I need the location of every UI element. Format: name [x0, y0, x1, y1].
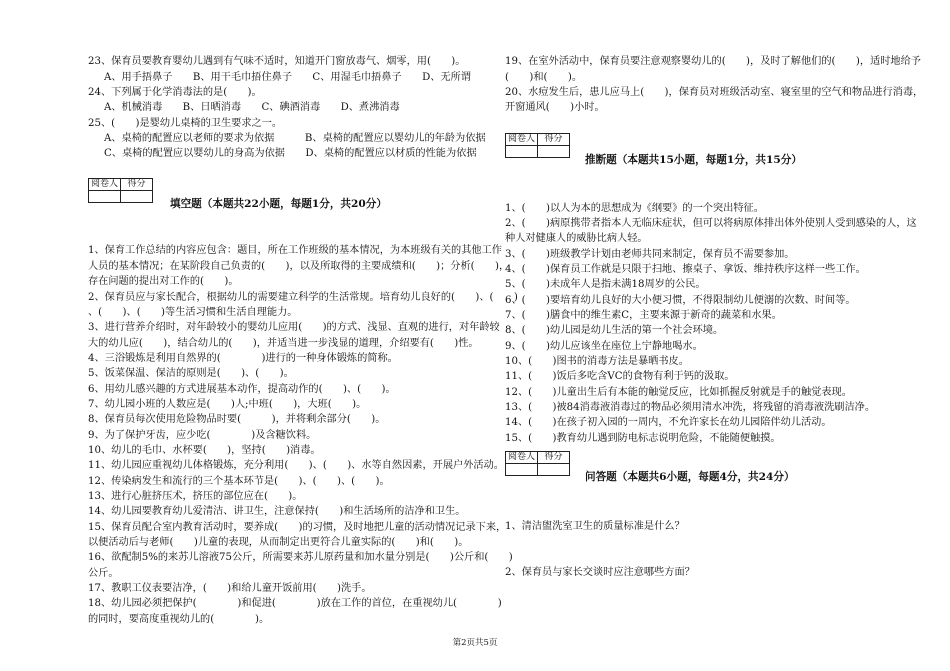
fill-line: 14、幼儿园要教育幼儿爱清洁、讲卫生，注意保持( )和生活场所的洁净和卫生。: [88, 506, 466, 517]
fill-line: 20、水痘发生后，患儿应马上( )，保育员对班级活动室、寝室里的空气和物品进行消毒，: [505, 87, 924, 98]
fill-line: 17、教职工仪表要洁净，( )和给儿童开饭前用( )洗手。: [88, 583, 372, 594]
score-label: 得分: [538, 452, 570, 464]
judge-line: 3、( )班级教学计划由老师共同来制定，保育员不需要参加。: [505, 249, 795, 260]
fill-line: 18、幼儿园必须把保护( )和促进( )放在工作的首位，在重视幼儿( ): [88, 598, 502, 609]
question-options: A、机械消毒 B、日晒消毒 C、碘酒消毒 D、煮沸消毒: [104, 102, 400, 113]
fill-line: 、( )、( )等生活习惯和生活自理能力。: [88, 307, 298, 318]
page-number: 第2页共5页: [452, 638, 498, 648]
question-options: C、桌椅的配置应以婴幼儿的身高为依据 D、桌椅的配置应以材质的性能为依据: [104, 148, 477, 159]
question-options: A、用手捂鼻子 B、用干毛巾捂住鼻子 C、用湿毛巾捂鼻子 D、无所谓: [104, 72, 471, 83]
reviewer-label: 阅卷人: [506, 452, 538, 464]
judge-line: 5、( )未成年人是指未满18周岁的公民。: [505, 279, 706, 290]
fill-line: 8、保育员每次使用危险物品时要( )，并将剩余部分( )。: [88, 414, 386, 425]
fill-line: 12、传染病发生和流行的三个基本环节是( )、( )、( )。: [88, 476, 390, 487]
score-cell: [538, 146, 570, 158]
fill-line: 以便活动后与老师( )儿童的表现，从而制定出更符合儿童实际的( )和( )。: [88, 537, 469, 548]
judge-line: 12、( )儿童出生后有本能的触觉反应，比如抓握反射就是手的触觉表现。: [505, 387, 852, 398]
fill-line: 3、进行营养介绍时，对年龄较小的婴幼儿应用( )的方式、浅显、直观的进行，对年龄较: [88, 322, 500, 333]
judge-line: 4、( )保育员工作就是只限于扫地、擦桌子、拿饭、维持秩序这样一些工作。: [505, 264, 866, 275]
fill-line: 7、幼儿园小班的人数应是( )人;中班( )，大班( )。: [88, 399, 367, 410]
judge-line: 13、( )被84消毒液消毒过的物品必须用清水冲洗，将残留的消毒液洗刷洁净。: [505, 402, 876, 413]
fill-line: 11、幼儿园应重视幼儿体格锻炼，充分利用( )、( )、水等自然因素，开展户外活动。: [88, 460, 504, 471]
reviewer-label: 阅卷人: [506, 134, 538, 146]
score-cell: [121, 191, 153, 203]
reviewer-cell: [506, 146, 538, 158]
fill-line: 16、欲配制5%的来苏儿溶液75公斤，所需要来苏儿原药量和加水量分别是( )公斤和( ): [88, 552, 513, 563]
fill-line: 大的幼儿应( )，结合幼儿的( )，并适当进一步浅显的道理，介绍要有( )性。: [88, 338, 479, 349]
fill-line: 4、三浴锻炼是利用自然界的( )进行的一种身体锻炼的简称。: [88, 353, 398, 364]
fill-line: 6、用幼儿感兴趣的方式进展基本动作，提高动作的( )、( )。: [88, 384, 396, 395]
judge-line: 种人对健康人的威胁比病人轻。: [505, 233, 648, 244]
fill-line: 15、保育员配合室内教育活动时，要养成( )的习惯，及时地把儿童的活动情况记录下来，: [88, 522, 507, 533]
judge-line: 1、( )以人为本的思想成为《纲要》的一个突出特征。: [505, 203, 764, 214]
fill-line: 公斤。: [88, 568, 119, 579]
reviewer-cell: [89, 191, 121, 203]
qa-line: 1、清洁盥洗室卫生的质量标准是什么？: [505, 521, 685, 532]
judge-line: 11、( )饭后多吃含VC的食物有利于钙的汲取。: [505, 371, 735, 382]
score-label: 得分: [538, 134, 570, 146]
fill-line: 的同时，要高度重视幼儿的( )。: [88, 614, 270, 625]
qa-line: 2、保育员与家长交谈时应注意哪些方面？: [505, 567, 695, 578]
section-title-judge: 推断题（本题共15小题，每题1分，共15分）: [585, 154, 802, 166]
score-label: 得分: [121, 179, 153, 191]
question-text: 24、下列属于化学消毒法的是( )。: [88, 87, 262, 98]
fill-line: 1、保育工作总结的内容应包含：题目，所在工作班级的基本情况，为本班级有关的其他工作: [88, 245, 502, 256]
fill-line: 10、幼儿的毛巾、水杯要( )，坚持( )消毒。: [88, 445, 321, 456]
fill-line: 13、进行心脏挤压术，挤压的部位应在( )。: [88, 491, 303, 502]
score-box: [88, 178, 153, 203]
section-title-fill: 填空题（本题共22小题，每题1分，共20分）: [170, 198, 387, 210]
judge-line: 6、( )要培育幼儿良好的大小便习惯，不得限制幼儿便溺的次数、时间等。: [505, 295, 856, 306]
question-text: 23、保育员要教育婴幼儿遇到有气味不适时，知道开门窗放毒气、烟零，用( )。: [88, 56, 466, 67]
reviewer-label: 阅卷人: [89, 179, 121, 191]
score-box: [505, 133, 570, 158]
fill-line: 存在问题的提出对工作的( )。: [88, 276, 239, 287]
fill-line: 2、保育员应与家长配合，根据幼儿的需要建立科学的生活常规。培育幼儿良好的( )、( ): [88, 292, 518, 303]
section-title-qa: 问答题（本题共6小题，每题4分，共24分）: [585, 471, 795, 483]
score-cell: [538, 464, 570, 476]
fill-line: 5、饭菜保温、保洁的原则是( )、( )。: [88, 368, 294, 379]
judge-line: 15、( )教育幼儿遇到防电标志说明危险，不能随便触摸。: [505, 433, 781, 444]
judge-line: 8、( )幼儿园是幼儿生活的第一个社会环境。: [505, 325, 724, 336]
reviewer-cell: [506, 464, 538, 476]
judge-line: 9、( )幼儿应该坐在座位上宁静地喝水。: [505, 341, 703, 352]
score-box: [505, 451, 570, 476]
judge-line: 7、( )膳食中的维生素C，主要来源于新奇的蔬菜和水果。: [505, 310, 782, 321]
fill-line: ( )和( )。: [505, 72, 583, 83]
question-options: A、桌椅的配置应以老师的要求为依据 B、桌椅的配置应以婴幼儿的年龄为依据: [104, 133, 486, 144]
judge-line: 14、( )在孩子初入园的一周内，不允许家长在幼儿园陪伴幼儿活动。: [505, 417, 832, 428]
judge-line: 10、( )图书的消毒方法是暴晒书皮。: [505, 356, 689, 367]
question-text: 25、( )是婴幼儿桌椅的卫生要求之一。: [88, 118, 283, 129]
fill-line: 人员的基本情况；在某阶段自己负责的( )，以及所取得的主要成绩和( )；分析( )，: [88, 261, 510, 272]
fill-line: 开窗通风( )小时。: [505, 102, 605, 113]
fill-line: 9、为了保护牙齿，应少吃( )及含糖饮料。: [88, 430, 317, 441]
judge-line: 2、( )病原携带者指本人无临床症状，但可以将病原体排出体外使别人受到感染的人，这: [505, 218, 917, 229]
fill-line: 19、在室外活动中，保育员要注意观察婴幼儿的( )，及时了解他们的( )，适时地给予: [505, 56, 921, 67]
